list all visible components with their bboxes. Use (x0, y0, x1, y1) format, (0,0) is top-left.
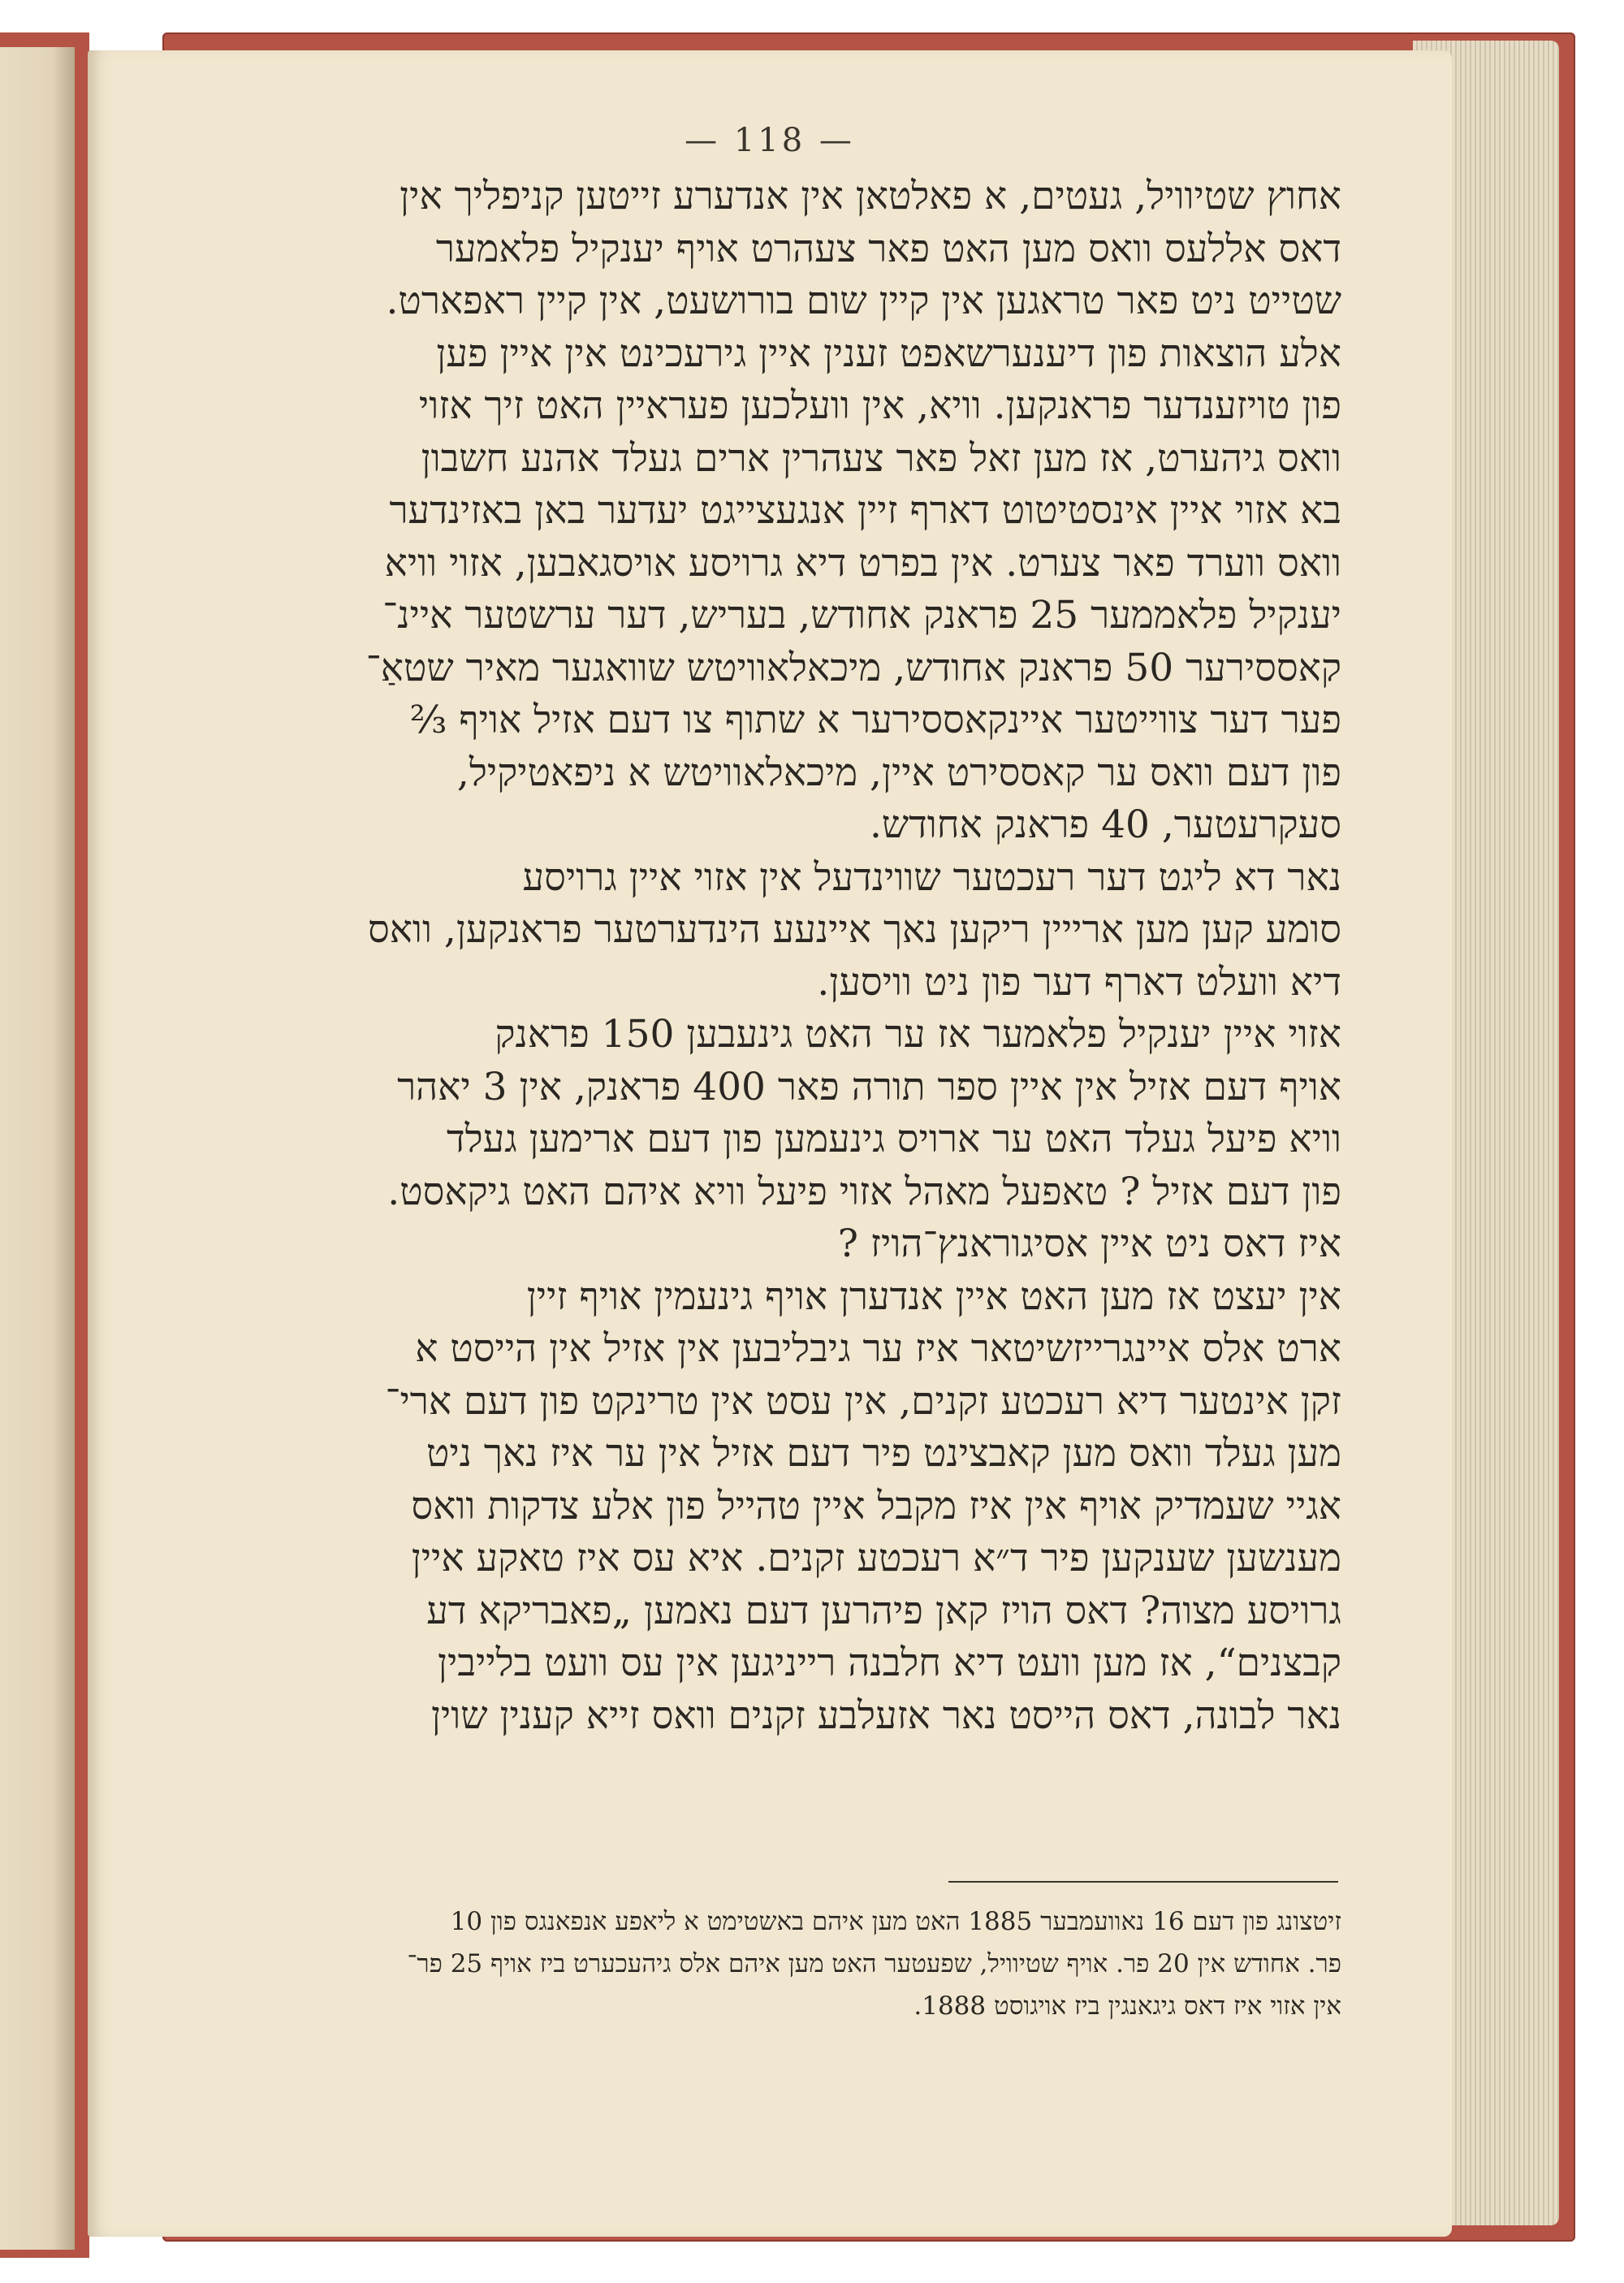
text-line: ארט אלס איינגרייזשיטאר איז ער גיבליבען אין אזיל אין הייסט א (415, 1326, 1341, 1371)
text-line: סעקרעטער, 40 פראנק אחודש. (869, 802, 1341, 847)
page-number: — 118 — (685, 122, 855, 159)
text-line: פון דעם אזיל ? טאפעל מאהל אזוי פיעל וויא איהם האט גיקאסט. (387, 1169, 1341, 1214)
footnote-line: זיטצונג פון דעם 16 נאוועמבער 1885 האט מען איהם באשטימט א ליאפע אנפאנגס פון 10 (450, 1907, 1341, 1936)
text-line: פער דער צווייטער איינקאססירער א שתוף צו דעם אזיל אויף ⅔ (409, 698, 1341, 742)
text-line: אויף דעם אזיל אין איין ספר תורה פאר 400 פראנק, אין 3 יאהר (397, 1064, 1341, 1109)
footnote-line: אין אזוי איז דאס גיגאנגין ביז אויגוסט 1888. (914, 1991, 1341, 2021)
text-line: אזוי איין יענקיל פלאמער אז ער האט גינעבען 150 פראנק (495, 1012, 1341, 1057)
text-line: פון טויזענדער פראנקען. וויא, אין וועלכען פעראיין האט זיך אזוי (418, 383, 1341, 428)
text-line: פון דעם וואס ער קאססירט איין, מיכאלאוויטש א ניפאטיקיל, (456, 750, 1341, 795)
text-line: יענקיל פלאממער 25 פראנק אחודש, בעריש, דער ערשטער איינ־ (382, 593, 1341, 638)
text-line: מען געלד וואס מען קאבצינט פיר דעם אזיל אין ער איז נאך ניט (425, 1431, 1341, 1476)
text-line: וואס ווערד פאר צערט. אין בפרט דיא גרויסע אויסגאבען, אזוי וויא (384, 540, 1341, 586)
text-line: וויא פיעל געלד האט ער ארויס גינעמען פון דעם ארימען געלד (447, 1117, 1341, 1161)
text-line: איז דאס ניט איין אסיגוראנץ־הויז ? (837, 1221, 1341, 1266)
text-line: זקן אינטער דיא רעכטע זקנים, אין עסט אין טרינקט פון דעם ארי־ (385, 1378, 1341, 1424)
text-line: דאס אללעס וואס מען האט פאר צעהרט אויף יענקיל פלאמער (435, 226, 1341, 271)
text-line: אלע הוצאות פון דיענערשאפט זענין איין גירעכינט אין איין פען (436, 331, 1341, 376)
text-line: אגיי שעמדיק אויף אין איז מקבל איין טהייל פון אלע צדקות וואס (411, 1483, 1341, 1528)
text-line: קאססירער 50 פראנק אחודש, מיכאלאוויטש שוואגער מאיר שטאַ־ (365, 645, 1341, 690)
text-line: קבצנים“, אז מען וועט דיא חלבנה רייניגען אין עס וועט בלייבין (438, 1641, 1341, 1685)
text-line: וואס גיהערט, אז מען זאל פאר צעהרין ארים געלד אהנע חשבון (421, 435, 1341, 481)
footnote-line: פר. אחודש אין 20 פר. אויף שטיוויל, שפעטער האט מען איהם אלס גיהעכערט ביז אויף 25 פר־ (407, 1949, 1341, 1978)
text-line: מענשען שענקען פיר ד״א רעכטע זקנים. איא עס איז טאקע איין (411, 1536, 1341, 1580)
footnote (172, 1900, 1341, 2027)
text-line: סומע קען מען ארייין ריקען נאך איינעע הינדערטער פראנקען, וואס (367, 907, 1341, 952)
text-line: בא אזוי איין אינסטיטוט דארף זיין אנגעצייגט יעדער באן באזינדער (389, 488, 1341, 533)
text-line: גרויסע מצוה? דאס הויז קאן פיהרען דעם נאמען „פאבריקא דע (426, 1588, 1341, 1633)
text-line: אחוץ שטיוויל, געטים, א פאלטאן אין אנדערע זייטען קניפליך אין (400, 174, 1341, 218)
text-line: דיא וועלט דארף דער פון ניט וויסען. (817, 959, 1341, 1005)
text-line: נאר לבונה, דאס הייסט נאר אזעלבע זקנים וואס זייא קענין שוין (430, 1693, 1341, 1738)
text-line: נאר דא ליגט דער רעכטער שווינדעל אין אזוי איין גרויסע (522, 854, 1341, 900)
left-page-edge (0, 47, 75, 2250)
text-line: שטייט ניט פאר טראגען אין קיין שום בורושעט, אין קיין ראפארט. (386, 279, 1341, 323)
footnote-rule (948, 1881, 1338, 1883)
book-page (88, 50, 1452, 2237)
text-line: אין יעצט אז מען האט איין אנדערן אויף גינעמין אויף זיין (526, 1273, 1341, 1319)
body-text (172, 171, 1341, 1742)
